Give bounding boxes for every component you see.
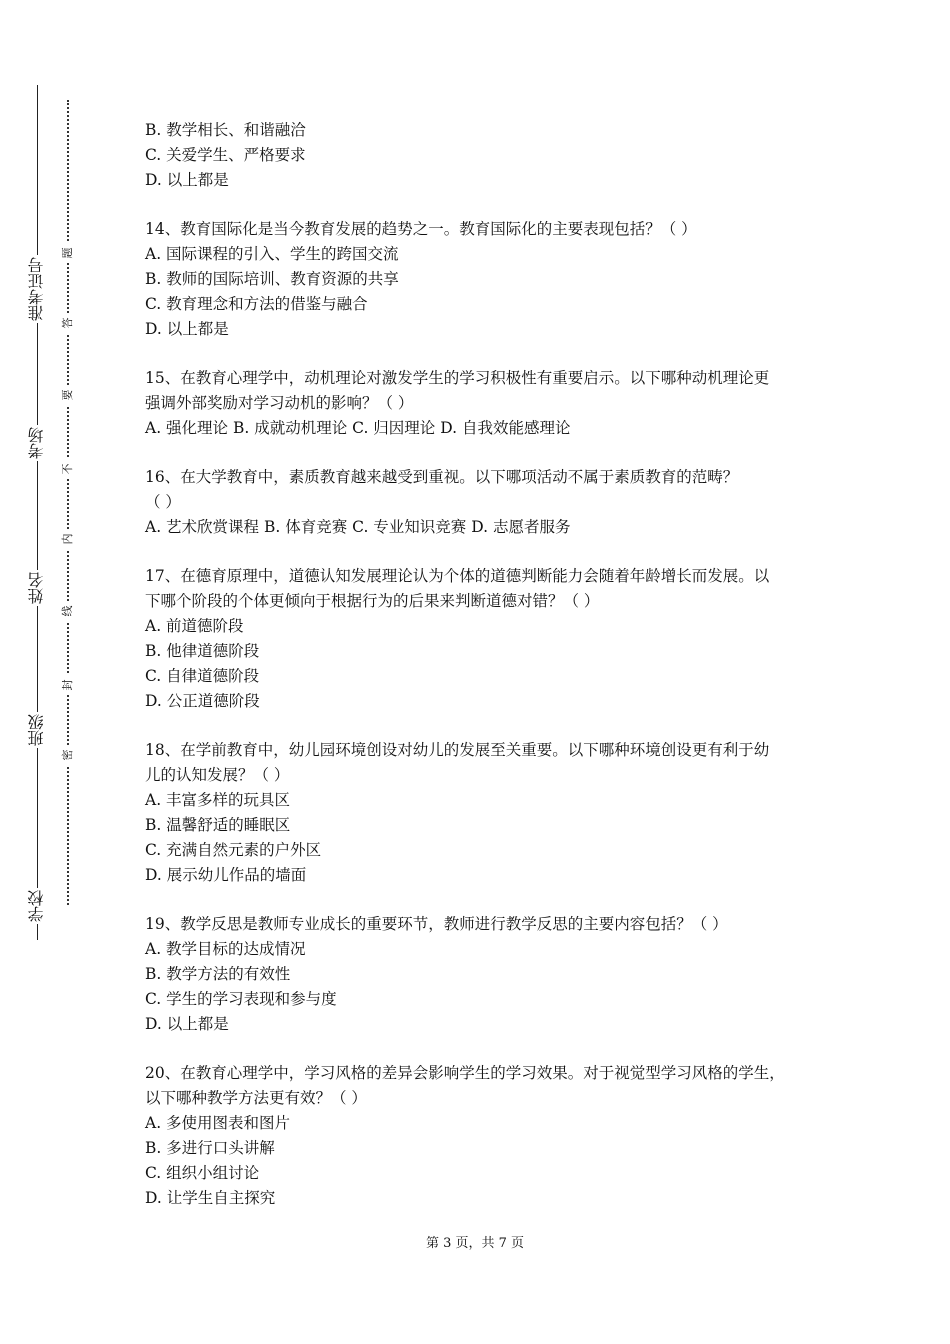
answer-option: B. 他律道德阶段 [145, 642, 260, 660]
class-label: 班级 [22, 712, 52, 748]
seal-char: 内 [61, 529, 75, 549]
answer-option: A. 多使用图表和图片 [145, 1114, 291, 1132]
answer-option: A. 前道德阶段 [145, 617, 244, 635]
answer-option: C. 组织小组讨论 [145, 1164, 260, 1182]
question-stem: 17、在德育原理中，道德认知发展理论认为个体的道德判断能力会随着年龄增长而发展。以 [145, 567, 770, 585]
answer-option: A. 丰富多样的玩具区 [145, 791, 291, 809]
question-gap [145, 888, 820, 912]
exam-number-label: 准考证号 [22, 255, 52, 323]
name-label: 姓名 [22, 570, 52, 606]
answer-option: D. 展示幼儿作品的墙面 [145, 866, 307, 884]
seal-char: 密 [61, 745, 75, 765]
question-stem: 14、教育国际化是当今教育发展的趋势之一。教育国际化的主要表现包括？（ ） [145, 220, 697, 238]
question-stem: 15、在教育心理学中，动机理论对激发学生的学习积极性有重要启示。以下哪种动机理论更 [145, 369, 770, 387]
binding-margin [0, 0, 90, 1344]
question-gap [145, 441, 820, 465]
answer-option: D. 让学生自主探究 [145, 1189, 276, 1207]
answer-option: C. 教育理念和方法的借鉴与融合 [145, 295, 368, 313]
exam-room-label: 考场 [22, 425, 52, 461]
answer-option: A. 艺术欣赏课程 B. 体育竞赛 C. 专业知识竞赛 D. 志愿者服务 [145, 518, 571, 536]
answer-option: A. 教学目标的达成情况 [145, 940, 306, 958]
answer-option: D. 以上都是 [145, 1015, 229, 1033]
question-block [145, 465, 820, 540]
answer-option: B. 温馨舒适的睡眠区 [145, 816, 291, 834]
question-gap [145, 193, 820, 217]
question-stem: 下哪个阶段的个体更倾向于根据行为的后果来判断道德对错？（ ） [145, 592, 600, 610]
seal-char: 要 [61, 385, 75, 405]
seal-dotted-line [67, 100, 69, 905]
question-stem: 16、在大学教育中，素质教育越来越受到重视。以下哪项活动不属于素质教育的范畴？ [145, 468, 739, 486]
question-gap [145, 342, 820, 366]
answer-option: D. 公正道德阶段 [145, 692, 260, 710]
page-footer: 第 3 页，共 7 页 [425, 1236, 525, 1251]
answer-option: D. 以上都是 [145, 320, 229, 338]
seal-char: 不 [61, 459, 75, 479]
question-block [145, 564, 820, 714]
answer-option: D. 以上都是 [145, 171, 229, 189]
answer-option: A. 国际课程的引入、学生的跨国交流 [145, 245, 399, 263]
question-stem: 以下哪种教学方法更有效？（ ） [145, 1089, 367, 1107]
answer-option: C. 学生的学习表现和参与度 [145, 990, 337, 1008]
question-block [145, 1061, 820, 1211]
question-gap [145, 1037, 820, 1061]
question-list [145, 118, 820, 1211]
answer-option: B. 多进行口头讲解 [145, 1139, 275, 1157]
question-block [145, 366, 820, 441]
question-block [145, 912, 820, 1037]
question-stem: 19、教学反思是教师专业成长的重要环节，教师进行教学反思的主要内容包括？（ ） [145, 915, 728, 933]
seal-char: 题 [61, 243, 75, 263]
question-stem: （ ） [145, 493, 181, 511]
fill-in-line [37, 85, 38, 940]
question-stem: 20、在教育心理学中，学习风格的差异会影响学生的学习效果。对于视觉型学习风格的学生， [145, 1064, 785, 1082]
answer-option: B. 教学方法的有效性 [145, 965, 291, 983]
answer-option: C. 自律道德阶段 [145, 667, 260, 685]
question-block [145, 738, 820, 888]
question-gap [145, 540, 820, 564]
answer-option: C. 充满自然元素的户外区 [145, 841, 322, 859]
school-label: 学校 [22, 888, 52, 924]
answer-option: B. 教学相长、和谐融洽 [145, 121, 306, 139]
question-gap [145, 714, 820, 738]
question-stem: 18、在学前教育中，幼儿园环境创设对幼儿的发展至关重要。以下哪种环境创设更有利于幼 [145, 741, 770, 759]
seal-char: 封 [61, 675, 75, 695]
answer-option: A. 强化理论 B. 成就动机理论 C. 归因理论 D. 自我效能感理论 [145, 419, 571, 437]
question-stem: 强调外部奖励对学习动机的影响？（ ） [145, 394, 414, 412]
seal-char: 线 [61, 601, 75, 621]
answer-option: B. 教师的国际培训、教育资源的共享 [145, 270, 399, 288]
question-block [145, 217, 820, 342]
question-stem: 儿的认知发展？（ ） [145, 766, 290, 784]
question-block [145, 118, 820, 193]
answer-option: C. 关爱学生、严格要求 [145, 146, 306, 164]
seal-char: 答 [61, 313, 75, 333]
